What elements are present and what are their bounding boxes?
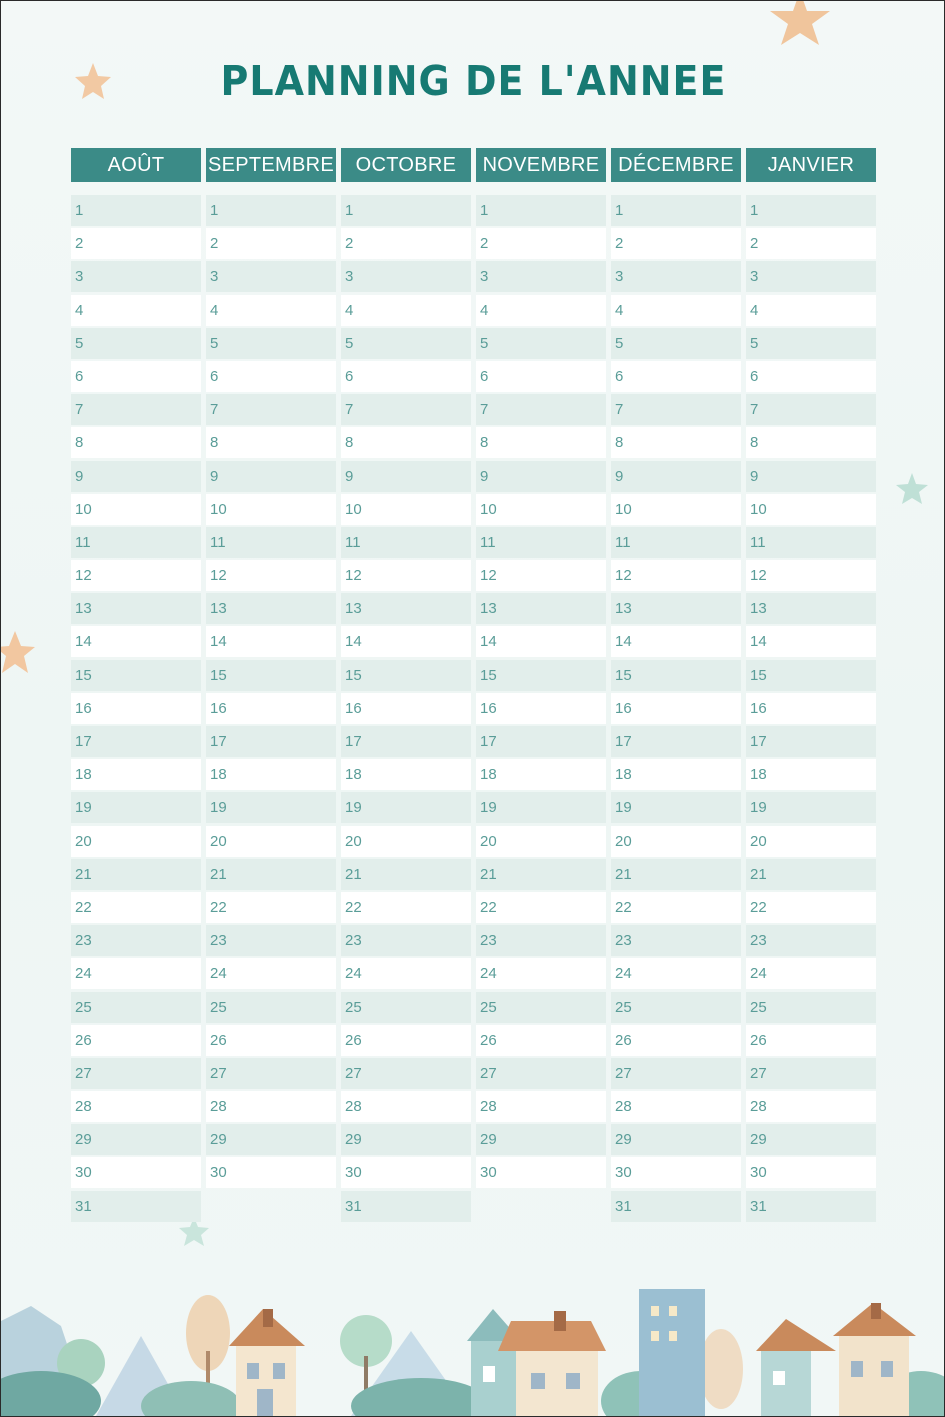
day-row[interactable]: 15: [746, 660, 876, 691]
day-row[interactable]: 23: [476, 925, 606, 956]
day-row[interactable]: 13: [476, 593, 606, 624]
day-row[interactable]: 30: [341, 1157, 471, 1188]
day-row[interactable]: 14: [611, 626, 741, 657]
day-row[interactable]: 20: [341, 826, 471, 857]
day-row[interactable]: 15: [71, 660, 201, 691]
day-row[interactable]: 30: [71, 1157, 201, 1188]
day-row[interactable]: 17: [71, 726, 201, 757]
day-row[interactable]: 30: [611, 1157, 741, 1188]
day-row[interactable]: 13: [611, 593, 741, 624]
day-row[interactable]: 26: [71, 1025, 201, 1056]
day-row[interactable]: 17: [476, 726, 606, 757]
day-row[interactable]: 17: [611, 726, 741, 757]
day-row[interactable]: 2: [341, 228, 471, 259]
watercolor-town-illustration: [1, 1281, 945, 1416]
day-row[interactable]: 8: [341, 427, 471, 458]
day-row[interactable]: 26: [206, 1025, 336, 1056]
day-row[interactable]: 10: [476, 494, 606, 525]
day-row[interactable]: 10: [341, 494, 471, 525]
day-row[interactable]: 7: [71, 394, 201, 425]
day-row[interactable]: 18: [206, 759, 336, 790]
day-row[interactable]: 8: [206, 427, 336, 458]
month-header: NOVEMBRE: [476, 148, 606, 182]
day-row[interactable]: 27: [71, 1058, 201, 1089]
day-row[interactable]: 6: [341, 361, 471, 392]
day-row[interactable]: 3: [746, 261, 876, 292]
day-row[interactable]: 15: [206, 660, 336, 691]
day-row[interactable]: 23: [341, 925, 471, 956]
day-list: [611, 195, 741, 1222]
day-row[interactable]: 4: [746, 295, 876, 326]
day-row[interactable]: 8: [746, 427, 876, 458]
day-row[interactable]: 11: [206, 527, 336, 558]
day-row[interactable]: 14: [206, 626, 336, 657]
day-row[interactable]: 31: [611, 1191, 741, 1222]
day-row[interactable]: 17: [206, 726, 336, 757]
day-row[interactable]: 22: [206, 892, 336, 923]
day-row[interactable]: 9: [746, 461, 876, 492]
day-row[interactable]: 3: [206, 261, 336, 292]
month-header: DÉCEMBRE: [611, 148, 741, 182]
day-row[interactable]: 6: [71, 361, 201, 392]
day-list: [206, 195, 336, 1188]
day-row[interactable]: 21: [476, 859, 606, 890]
day-row[interactable]: 19: [611, 792, 741, 823]
day-row[interactable]: 11: [341, 527, 471, 558]
day-row[interactable]: 20: [206, 826, 336, 857]
day-row[interactable]: 22: [71, 892, 201, 923]
day-row[interactable]: 26: [746, 1025, 876, 1056]
day-row[interactable]: 8: [611, 427, 741, 458]
day-row[interactable]: 20: [746, 826, 876, 857]
day-row[interactable]: 16: [341, 693, 471, 724]
day-row[interactable]: 23: [611, 925, 741, 956]
day-row[interactable]: 6: [611, 361, 741, 392]
day-row[interactable]: 6: [206, 361, 336, 392]
day-row[interactable]: 29: [341, 1124, 471, 1155]
day-row[interactable]: 2: [476, 228, 606, 259]
day-row[interactable]: 24: [611, 958, 741, 989]
day-row[interactable]: 1: [746, 195, 876, 226]
day-row[interactable]: 24: [206, 958, 336, 989]
day-row[interactable]: 12: [746, 560, 876, 591]
day-row[interactable]: 22: [611, 892, 741, 923]
day-row[interactable]: 3: [341, 261, 471, 292]
day-row[interactable]: 14: [476, 626, 606, 657]
day-row[interactable]: 31: [746, 1191, 876, 1222]
day-row[interactable]: 16: [746, 693, 876, 724]
month-column: [746, 148, 876, 1224]
day-row[interactable]: 25: [71, 992, 201, 1023]
day-row[interactable]: 1: [71, 195, 201, 226]
day-row[interactable]: 4: [206, 295, 336, 326]
day-row[interactable]: 5: [611, 328, 741, 359]
day-row[interactable]: 14: [746, 626, 876, 657]
month-header: SEPTEMBRE: [206, 148, 336, 182]
day-row[interactable]: 15: [611, 660, 741, 691]
day-row[interactable]: 12: [611, 560, 741, 591]
day-row[interactable]: 9: [341, 461, 471, 492]
day-row[interactable]: 25: [341, 992, 471, 1023]
day-row[interactable]: 17: [746, 726, 876, 757]
day-row[interactable]: 12: [206, 560, 336, 591]
day-row[interactable]: 29: [746, 1124, 876, 1155]
day-row[interactable]: 18: [341, 759, 471, 790]
day-row[interactable]: 11: [476, 527, 606, 558]
day-row[interactable]: 5: [476, 328, 606, 359]
day-row[interactable]: 21: [341, 859, 471, 890]
day-row[interactable]: 12: [476, 560, 606, 591]
day-row[interactable]: 6: [746, 361, 876, 392]
day-row[interactable]: 9: [71, 461, 201, 492]
month-column: [341, 148, 471, 1224]
day-row[interactable]: 7: [476, 394, 606, 425]
day-row[interactable]: 15: [476, 660, 606, 691]
day-row[interactable]: 2: [206, 228, 336, 259]
day-row[interactable]: 25: [611, 992, 741, 1023]
day-row[interactable]: 25: [206, 992, 336, 1023]
day-row[interactable]: 13: [206, 593, 336, 624]
day-row[interactable]: 16: [71, 693, 201, 724]
day-row[interactable]: 18: [746, 759, 876, 790]
day-row[interactable]: 15: [341, 660, 471, 691]
day-row[interactable]: 16: [206, 693, 336, 724]
day-row[interactable]: 28: [611, 1091, 741, 1122]
day-row[interactable]: 31: [341, 1191, 471, 1222]
day-row[interactable]: 19: [476, 792, 606, 823]
month-column: [71, 148, 201, 1224]
day-row[interactable]: 27: [746, 1058, 876, 1089]
day-row[interactable]: 28: [341, 1091, 471, 1122]
day-row[interactable]: 4: [476, 295, 606, 326]
day-row[interactable]: 19: [206, 792, 336, 823]
day-row[interactable]: 26: [341, 1025, 471, 1056]
day-row[interactable]: 21: [746, 859, 876, 890]
day-row[interactable]: 3: [476, 261, 606, 292]
day-row[interactable]: 23: [746, 925, 876, 956]
day-row[interactable]: 18: [476, 759, 606, 790]
day-row[interactable]: 14: [71, 626, 201, 657]
day-row[interactable]: 30: [206, 1157, 336, 1188]
day-row[interactable]: 21: [611, 859, 741, 890]
day-row[interactable]: 7: [746, 394, 876, 425]
day-row[interactable]: 9: [611, 461, 741, 492]
day-row[interactable]: 2: [71, 228, 201, 259]
star-icon: [894, 471, 930, 507]
day-row[interactable]: 11: [71, 527, 201, 558]
day-row[interactable]: 2: [611, 228, 741, 259]
day-row[interactable]: 27: [341, 1058, 471, 1089]
day-list: [476, 195, 606, 1188]
day-row[interactable]: 7: [341, 394, 471, 425]
day-row[interactable]: 27: [476, 1058, 606, 1089]
day-row[interactable]: 29: [206, 1124, 336, 1155]
day-row[interactable]: 23: [206, 925, 336, 956]
day-row[interactable]: 29: [611, 1124, 741, 1155]
day-row[interactable]: 27: [611, 1058, 741, 1089]
day-row[interactable]: 22: [476, 892, 606, 923]
day-row[interactable]: 30: [746, 1157, 876, 1188]
day-row[interactable]: 21: [206, 859, 336, 890]
day-row[interactable]: 20: [611, 826, 741, 857]
day-row[interactable]: 1: [206, 195, 336, 226]
day-row[interactable]: 16: [611, 693, 741, 724]
day-row[interactable]: 22: [746, 892, 876, 923]
day-row[interactable]: 28: [206, 1091, 336, 1122]
month-column: [476, 148, 606, 1191]
day-row[interactable]: 28: [476, 1091, 606, 1122]
day-row[interactable]: 11: [611, 527, 741, 558]
day-row[interactable]: 9: [476, 461, 606, 492]
day-row[interactable]: 26: [611, 1025, 741, 1056]
day-row[interactable]: 31: [71, 1191, 201, 1222]
day-row[interactable]: 5: [71, 328, 201, 359]
star-icon: [0, 629, 37, 677]
day-row[interactable]: 4: [341, 295, 471, 326]
day-row[interactable]: 10: [71, 494, 201, 525]
day-row[interactable]: 16: [476, 693, 606, 724]
day-row[interactable]: 28: [71, 1091, 201, 1122]
months-grid: [71, 148, 876, 1228]
day-row[interactable]: 29: [71, 1124, 201, 1155]
day-row[interactable]: 11: [746, 527, 876, 558]
day-row[interactable]: 20: [71, 826, 201, 857]
day-row[interactable]: 23: [71, 925, 201, 956]
day-row[interactable]: 8: [71, 427, 201, 458]
day-row[interactable]: 27: [206, 1058, 336, 1089]
day-row[interactable]: 7: [206, 394, 336, 425]
day-row[interactable]: 4: [71, 295, 201, 326]
day-list: [746, 195, 876, 1222]
day-row[interactable]: 3: [611, 261, 741, 292]
day-row[interactable]: 20: [476, 826, 606, 857]
month-header: JANVIER: [746, 148, 876, 182]
month-header: AOÛT: [71, 148, 201, 182]
day-row[interactable]: 9: [206, 461, 336, 492]
day-row[interactable]: 1: [611, 195, 741, 226]
day-row[interactable]: 1: [341, 195, 471, 226]
month-header: OCTOBRE: [341, 148, 471, 182]
month-column: [206, 148, 336, 1191]
day-row[interactable]: 1: [476, 195, 606, 226]
day-row[interactable]: 13: [71, 593, 201, 624]
day-row[interactable]: 13: [341, 593, 471, 624]
day-row[interactable]: 25: [746, 992, 876, 1023]
day-row[interactable]: 17: [341, 726, 471, 757]
day-list: [71, 195, 201, 1222]
day-row[interactable]: 7: [611, 394, 741, 425]
day-row[interactable]: 29: [476, 1124, 606, 1155]
star-icon: [766, 0, 834, 51]
day-row[interactable]: 21: [71, 859, 201, 890]
day-row[interactable]: 18: [71, 759, 201, 790]
day-row[interactable]: 6: [476, 361, 606, 392]
day-row[interactable]: 24: [71, 958, 201, 989]
day-row[interactable]: 4: [611, 295, 741, 326]
day-row[interactable]: 19: [71, 792, 201, 823]
day-row[interactable]: 2: [746, 228, 876, 259]
day-row[interactable]: 5: [206, 328, 336, 359]
day-row[interactable]: 13: [746, 593, 876, 624]
day-row[interactable]: 22: [341, 892, 471, 923]
day-list: [341, 195, 471, 1222]
day-row[interactable]: 24: [746, 958, 876, 989]
day-row[interactable]: 5: [341, 328, 471, 359]
day-row[interactable]: 8: [476, 427, 606, 458]
day-row[interactable]: 10: [611, 494, 741, 525]
day-row[interactable]: 24: [476, 958, 606, 989]
day-row[interactable]: 18: [611, 759, 741, 790]
day-row[interactable]: 12: [341, 560, 471, 591]
day-row[interactable]: 19: [341, 792, 471, 823]
month-column: [611, 148, 741, 1224]
day-row[interactable]: 14: [341, 626, 471, 657]
day-row[interactable]: 10: [746, 494, 876, 525]
day-row[interactable]: 26: [476, 1025, 606, 1056]
day-row[interactable]: 5: [746, 328, 876, 359]
day-row[interactable]: 28: [746, 1091, 876, 1122]
day-row[interactable]: 12: [71, 560, 201, 591]
day-row[interactable]: 19: [746, 792, 876, 823]
page-title: PLANNING DE L'ANNEE: [220, 57, 727, 105]
day-row[interactable]: 30: [476, 1157, 606, 1188]
day-row[interactable]: 3: [71, 261, 201, 292]
day-row[interactable]: 24: [341, 958, 471, 989]
day-row[interactable]: 10: [206, 494, 336, 525]
day-row[interactable]: 25: [476, 992, 606, 1023]
